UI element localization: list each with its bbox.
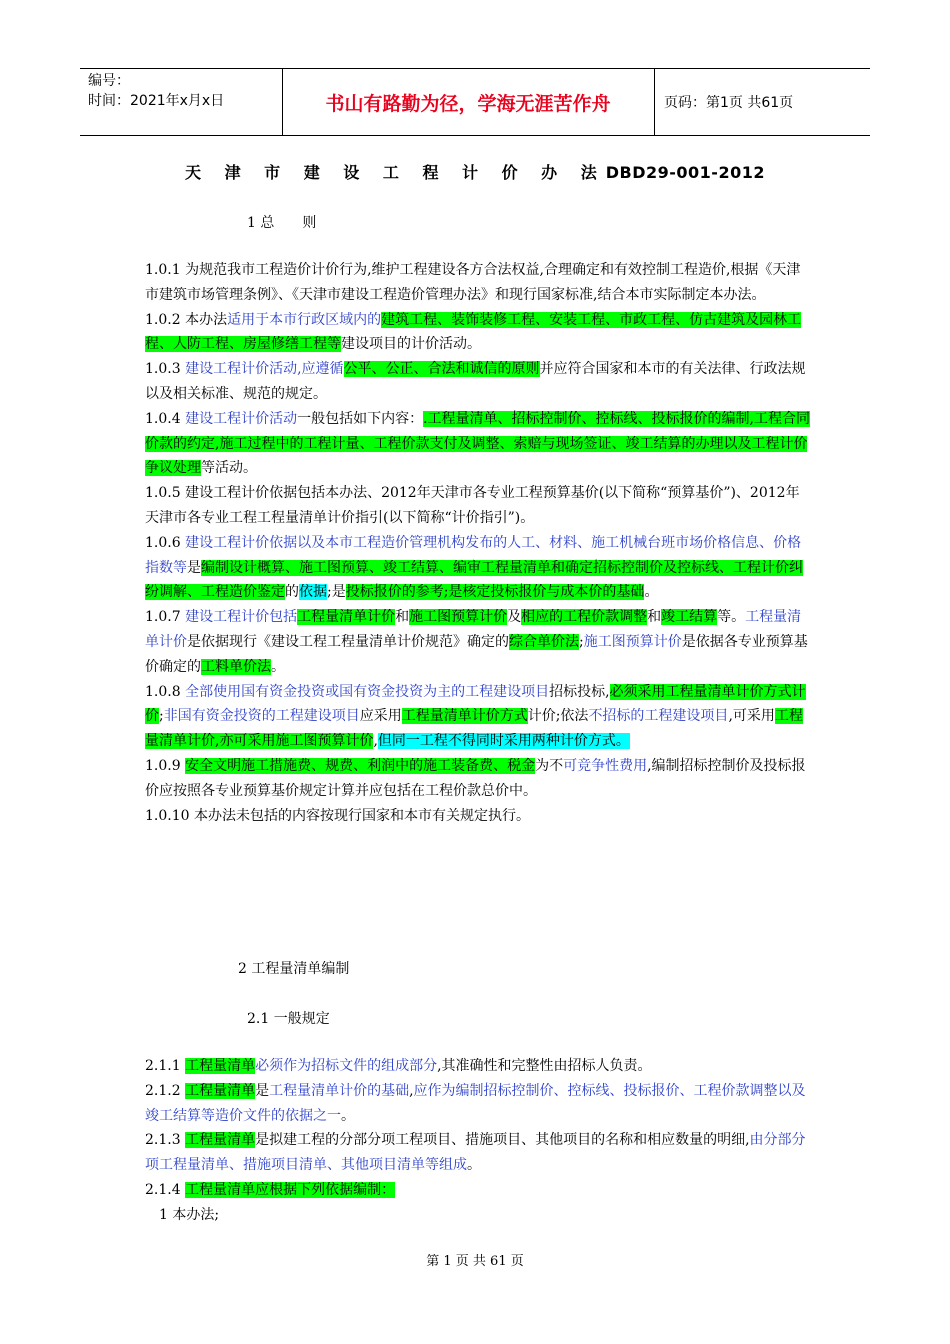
document-header xyxy=(80,68,870,136)
section-2-1-heading: 2.1 一般规定 xyxy=(247,1011,330,1027)
highlighted-text: 工程量清单 xyxy=(185,1058,256,1074)
section-2-1-body xyxy=(145,1054,810,1228)
clause-text: ,可采用 xyxy=(728,708,775,725)
clause-text: 1.0.1 为规范我市工程造价计价行为,维护工程建设各方合法权益,合理确定和有效控制工程造价,根据《天津市建筑市场管理条例》、《天津市建设工程造价管理办法》和现行国家标准,结合本市实际制定本办法。 xyxy=(145,262,801,303)
clause-1-0-2 xyxy=(145,308,810,358)
header-divider xyxy=(654,69,655,135)
page-footer: 第 1 页 共 61 页 xyxy=(426,1254,524,1269)
clause-text: 招标投标, xyxy=(549,683,610,700)
clause-text: 建设工程计价依据以及本市工程造价管理机构发布的人工、材料、施工机械台班市场价格信息、价格指数等 xyxy=(145,534,802,576)
highlighted-text: 安全文明施工措施费、规费、利润中的施工装备费、税金 xyxy=(185,757,536,774)
chapter-1-body xyxy=(145,258,810,828)
clause-text: 2.1.4 xyxy=(145,1181,186,1198)
clause-text: 。 xyxy=(644,584,659,601)
clause-2-1-3 xyxy=(145,1128,810,1178)
clause-text: 及 xyxy=(507,609,522,626)
clause-text: 2.1.2 xyxy=(145,1082,186,1099)
clause-1-0-3 xyxy=(145,357,810,407)
clause-text: 不招标的工程建设项目 xyxy=(588,708,729,725)
clause-text: 1.0.8 xyxy=(145,683,186,700)
clause-text: 非国有资金投资的工程建设项目 xyxy=(163,708,360,725)
clause-text: 1.0.9 xyxy=(145,757,186,774)
clause-text: 施工图预算计价 xyxy=(583,633,682,650)
clause-1-0-9 xyxy=(145,754,810,804)
clause-text: ; xyxy=(159,708,164,725)
clause-text: 建设工程计价包括 xyxy=(185,609,298,626)
clause-text: 。 xyxy=(271,658,285,675)
clause-text: 适用于本市行政区域内的 xyxy=(227,311,382,328)
clause-text: 等活动。 xyxy=(201,460,257,477)
header-page-info: 页码：第1页 共61页 xyxy=(664,95,794,111)
highlighted-text: 综合单价法 xyxy=(509,633,579,650)
highlighted-text: 工程量清单 xyxy=(185,1082,256,1099)
highlighted-text: 工料单价法 xyxy=(201,658,271,675)
clause-text: , xyxy=(409,1082,414,1099)
title-code: DBD29-001-2012 xyxy=(605,163,765,182)
clause-text: 是 xyxy=(187,559,201,576)
clause-text: 是依据各专业预算基价确定的 xyxy=(145,633,808,675)
highlighted-text: .工程量清单、招标控制价、控标线、投标报价的编制,工程合同价款的约定,施工过程中的工程计量、工程价款支付及调整、索赔与现场签证、竣工结算的办理以及工程计价争议处理 xyxy=(145,410,810,477)
clause-text: ,编制招标控制价及投标报价应按照各专业预算基价规定计算并应包括在工程价款总价中。 xyxy=(145,757,806,799)
chapter-1-heading: 1 总 则 xyxy=(247,215,317,231)
clause-1-0-6 xyxy=(145,531,810,605)
highlighted-text: 但同一工程不得同时采用两种计价方式。 xyxy=(377,733,630,750)
clause-text: 1.0.7 xyxy=(145,609,186,626)
clause-text: 应采用 xyxy=(359,708,402,725)
clause-text: 1.0.4 xyxy=(145,410,186,427)
clause-text: 1.0.6 xyxy=(145,534,186,551)
clause-text: 应作为编制招标控制价、控标线、投标报价、工程价款调整以及竣工结算等造价文件的依据之一 xyxy=(145,1082,806,1124)
highlighted-text: 投标报价的参考;是核定投标报价与成本价的基础 xyxy=(345,584,645,601)
clause-text: 1.0.3 xyxy=(145,361,186,378)
clause-text: 建设工程计价活动,应遵循 xyxy=(185,361,344,378)
clause-text: ; xyxy=(579,633,584,650)
highlighted-text: 编制设计概算、施工图预算、竣工结算、编审工程量清单和确定招标控制价及控标线、工程计价纠纷调解、工程造价鉴定 xyxy=(145,559,803,601)
clause-text: 为不 xyxy=(535,757,564,774)
header-meta xyxy=(88,71,278,111)
date-label: 时间：2021年x月x日 xyxy=(88,93,225,109)
highlighted-text: 工程量清单 xyxy=(185,1132,256,1149)
number-label: 编号： xyxy=(88,73,130,89)
list-item xyxy=(145,1203,810,1228)
clause-text: 1.0.10 本办法未包括的内容按现行国家和本市有关规定执行。 xyxy=(145,807,530,824)
title-name: 天 津 市 建 设 工 程 计 价 办 法 xyxy=(185,163,606,182)
clause-2-1-4 xyxy=(145,1178,810,1203)
clause-text: 。 xyxy=(341,1107,355,1124)
highlighted-text: 竣工结算 xyxy=(661,609,718,626)
highlighted-text: 施工图预算计价 xyxy=(409,609,508,626)
clause-2-1-1 xyxy=(145,1054,810,1079)
clause-text: 由分部分项工程量清单、措施项目清单、其他项目清单等组成 xyxy=(145,1132,806,1174)
highlighted-text: 工程量清单应根据下列依据编制： xyxy=(185,1181,396,1198)
clause-text: 等。 xyxy=(717,609,746,626)
clause-text: 是 xyxy=(255,1082,270,1099)
clause-text: 建设工程计价活动 xyxy=(185,410,298,427)
highlighted-text: 公平、公正、合法和诚信的原则 xyxy=(343,361,540,378)
clause-text: 可竞争性费用 xyxy=(563,757,648,774)
highlighted-text: 工程量清单计价,亦可采用施工图预算计价 xyxy=(145,708,803,750)
clause-text: 和 xyxy=(395,609,410,626)
document-title xyxy=(0,160,950,183)
clause-1-0-1 xyxy=(145,258,810,308)
clause-1-0-5 xyxy=(145,481,810,531)
clause-text: 工程量清单计价的基础 xyxy=(269,1082,410,1099)
clause-text: 全部使用国有资金投资或国有资金投资为主的工程建设项目 xyxy=(185,683,550,700)
chapter-2-heading: 2 工程量清单编制 xyxy=(238,961,350,977)
clause-text: 是拟建工程的分部分项工程项目、措施项目、其他项目的名称和相应数量的明细, xyxy=(255,1132,750,1149)
clause-1-0-4 xyxy=(145,407,810,481)
header-motto: 书山有路勤为径，学海无涯苦作舟 xyxy=(325,92,611,115)
highlighted-text: 必须采用工程量清单计价方式计价 xyxy=(145,683,806,725)
clause-text: 计价;依法 xyxy=(527,708,589,725)
clause-text: 2.1.3 xyxy=(145,1132,186,1149)
clause-1-0-8 xyxy=(145,680,810,754)
highlighted-text: 建筑工程、装饰装修工程、安装工程、市政工程、仿古建筑及园林工程、人防工程、房屋修缮工程等 xyxy=(145,311,802,353)
clause-text: 和 xyxy=(647,609,662,626)
clause-text: 一般包括如下内容： xyxy=(297,410,424,427)
clause-text: 必须作为招标文件的组成部分 xyxy=(255,1058,438,1074)
clause-text: 建设项目的计价活动。 xyxy=(341,336,481,353)
clause-text: 是依据现行《建设工程工程量清单计价规范》确定的 xyxy=(187,633,509,650)
clause-text: 的 xyxy=(285,584,299,601)
clause-text: 并应符合国家和本市的有关法律、行政法规以及相关标准、规范的规定。 xyxy=(145,361,806,402)
clause-text: 工程量清单计价 xyxy=(145,609,802,650)
highlighted-text: 工程量清单计价 xyxy=(297,609,396,626)
clause-text: ,其准确性和完整性由招标人负责。 xyxy=(437,1058,652,1074)
highlighted-text: 工程量清单计价方式 xyxy=(401,708,528,725)
highlighted-text: 依据 xyxy=(299,584,327,601)
clause-text: 1 本办法; xyxy=(159,1206,220,1223)
clause-1-0-10 xyxy=(145,804,810,829)
clause-text: 。 xyxy=(467,1157,481,1174)
clause-text: , xyxy=(373,733,378,750)
clause-text: ;是 xyxy=(327,584,346,601)
clause-text: 1.0.5 建设工程计价依据包括本办法、2012年天津市各专业工程预算基价(以下简称“预算基价”)、2012年天津市各专业工程工程量清单计价指引(以下简称“计价指引”)。 xyxy=(145,485,800,526)
clause-1-0-7 xyxy=(145,605,810,679)
clause-text: 1.0.2 本办法 xyxy=(145,311,228,328)
highlighted-text: 相应的工程价款调整 xyxy=(521,609,648,626)
clause-text: 2.1.1 xyxy=(145,1058,186,1074)
clause-2-1-2 xyxy=(145,1079,810,1129)
